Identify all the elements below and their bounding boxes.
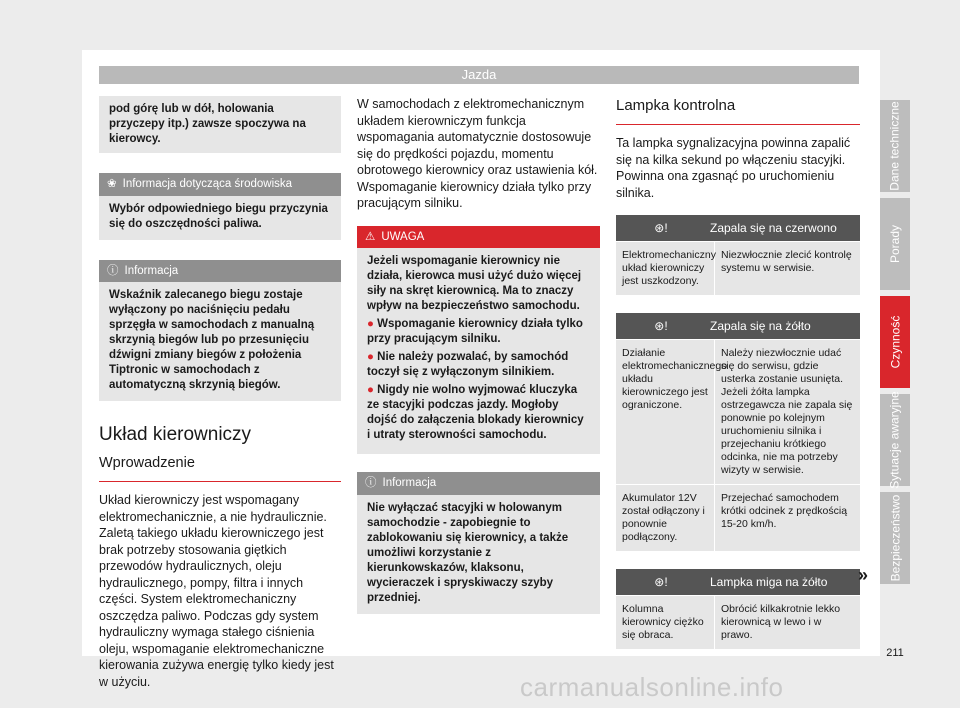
page-header: Jazda [99, 66, 859, 84]
bullet-icon: ● [367, 351, 378, 363]
info-icon: ⓘ [365, 477, 377, 489]
tab-czynnosc[interactable]: Czynność [880, 296, 910, 388]
info-note-title: Informacja [124, 264, 179, 277]
table-cell-cause: Akumulator 12V został odłączony i ponownie podłączony. [616, 485, 715, 551]
indicator-table-blinking [616, 569, 860, 649]
section-title: Układ kierowniczy [99, 424, 252, 445]
subsection-title: Wprowadzenie [99, 453, 341, 482]
column-left [99, 96, 341, 690]
table-row [616, 339, 860, 484]
table-row [616, 484, 860, 551]
tab-bezpieczenstwo[interactable]: Bezpieczeństwo [880, 492, 910, 584]
info-note-text: Nie wyłączać stacyjki w holowanym samochodzie - zapobiegnie to zablokowaniu się kierownicy, a także umożliwi korzystanie z kierunkowskazów, klaksonu, wycieraczek i spryskiwaczy szyby przedniej. [357, 495, 600, 614]
warning-box [357, 226, 600, 455]
warning-intro: Jeżeli wspomaganie kierownicy nie działa, kierowca musi użyć dużo więcej siły na skręt kierownicą. Ma to znaczy wpływ na bezpieczeństwo samochodu. [367, 255, 582, 312]
indicator-title: Lampka kontrolna [616, 96, 860, 125]
info-note [357, 472, 600, 614]
tab-porady[interactable]: Porady [880, 198, 910, 290]
table-header [616, 313, 860, 339]
indicator-table-red [616, 215, 860, 295]
warning-title: UWAGA [381, 230, 425, 243]
column-right [616, 96, 860, 649]
environment-note-text: Wybór odpowiedniego biegu przyczynia się do oszczędności paliwa. [99, 196, 341, 240]
leaf-icon: ❀ [107, 178, 117, 190]
table-row [616, 595, 860, 649]
body-text: W samochodach z elektromechanicznym układem kierowniczym funkcja wspomagania automatycznie dostosowuje się do prędkości pojazdu, momentu obrotowego kierownicy oraz ustawienia kół. Wspomaganie kierownicy działa tylko przy pracującym silniku. [357, 97, 598, 210]
table-header [616, 215, 860, 241]
page-number: 211 [886, 647, 904, 659]
environment-note-header [99, 173, 341, 196]
info-note-text: Wskaźnik zalecanego biegu zostaje wyłączony po naciśnięciu pedału sprzęgła w samochodach z manualną skrzynią biegów lub po przesunięciu dźwigni zmiany biegów z położenia Tiptronic w samochodach z automatyczną skrzynią biegów. [99, 282, 341, 401]
tab-dane-techniczne[interactable]: Dane techniczne [880, 100, 910, 192]
bullet-icon: ● [367, 318, 378, 330]
column-middle [357, 96, 600, 614]
warning-item: ● Nie należy pozwalać, by samochód toczył się z wyłączonym silnikiem. [367, 351, 569, 378]
table-cell-action: Przejechać samochodem krótki odcinek z prędkością 15-20 km/h. [721, 492, 848, 530]
body-text: Układ kierowniczy jest wspomagany elektromechanicznie, a nie hydraulicznie. Zaletą takiego układu kierowniczego jest brak potrzeby stosowania giętkich przewodów hydraulicznych, oleju hydraulicznego, pompy, filtra i innych części. System elektromechaniczny oszczędza paliwo. Podczas gdy system hydrauliczny wymaga stałego ciśnienia oleju, wspomaganie elektromechaniczne kierowania zużywa energię tylko kiedy jest w użyciu. [99, 493, 334, 689]
environment-note-title: Informacja dotycząca środowiska [122, 178, 293, 190]
watermark: carmanualsonline.info [520, 672, 784, 702]
warning-triangle-icon: ⚠ [365, 230, 376, 243]
environment-note [99, 173, 341, 240]
warning-item: ● Nigdy nie wolno wyjmować kluczyka ze stacyjki podczas jazdy. Mogłoby dojść do załączenia blokady kierownicy i utraty sterowności samochodu. [367, 384, 584, 441]
steering-warning-icon: ⊛! [654, 220, 668, 235]
steering-warning-icon: ⊛! [654, 574, 668, 589]
info-icon: ⓘ [107, 264, 119, 277]
bullet-icon: ● [367, 384, 378, 396]
table-cell-cause: Kolumna kierownicy ciężko się obraca. [616, 596, 715, 649]
table-cell-action: Należy niezwłocznie udać się do serwisu, gdzie usterka zostanie usunięta. Jeżeli żółta lampka ostrzegawcza nie zapala się ponownie po kolejnym uruchomieniu silnika i przejechaniu krótkiego odcinka, nie ma potrzeby wizyty w serwisie. [721, 347, 853, 476]
warning-body [357, 248, 600, 454]
steering-warning-icon: ⊛! [654, 318, 668, 333]
intro-box: pod górę lub w dół, holowania przyczepy itp.) zawsze spoczywa na kierowcy. [99, 96, 341, 153]
table-cell-cause: Elektromechaniczny układ kierowniczy jest uszkodzony. [616, 242, 715, 295]
table-header [616, 569, 860, 595]
table-header-label: Lampka miga na żółto [710, 574, 828, 589]
info-note-title: Informacja [382, 477, 437, 489]
continue-arrow-icon: » [858, 565, 869, 585]
body-text: Ta lampka sygnalizacyjna powinna zapalić się na kilka sekund po włączeniu stacyjki. Powinna ona zgasnąć po uruchomieniu silnika. [616, 136, 851, 200]
info-note-header [99, 260, 341, 283]
tab-sytuacje-awaryjne[interactable]: Sytuacje awaryjne [880, 394, 910, 486]
table-row [616, 241, 860, 295]
table-cell-cause: Działanie elektromechanicznego układu kierowniczego jest ograniczone. [616, 340, 715, 484]
warning-item: ● Wspomaganie kierownicy działa tylko przy pracującym silniku. [367, 318, 583, 345]
table-header-label: Zapala się na żółto [710, 318, 811, 333]
warning-header [357, 226, 600, 249]
table-header-label: Zapala się na czerwono [710, 220, 837, 235]
indicator-table-yellow [616, 313, 860, 551]
info-note [99, 260, 341, 402]
info-note-header [357, 472, 600, 495]
table-cell-action: Niezwłocznie zlecić kontrolę systemu w serwisie. [721, 249, 852, 274]
table-cell-action: Obrócić kilkakrotnie lekko kierownicą w lewo i w prawo. [721, 603, 841, 641]
